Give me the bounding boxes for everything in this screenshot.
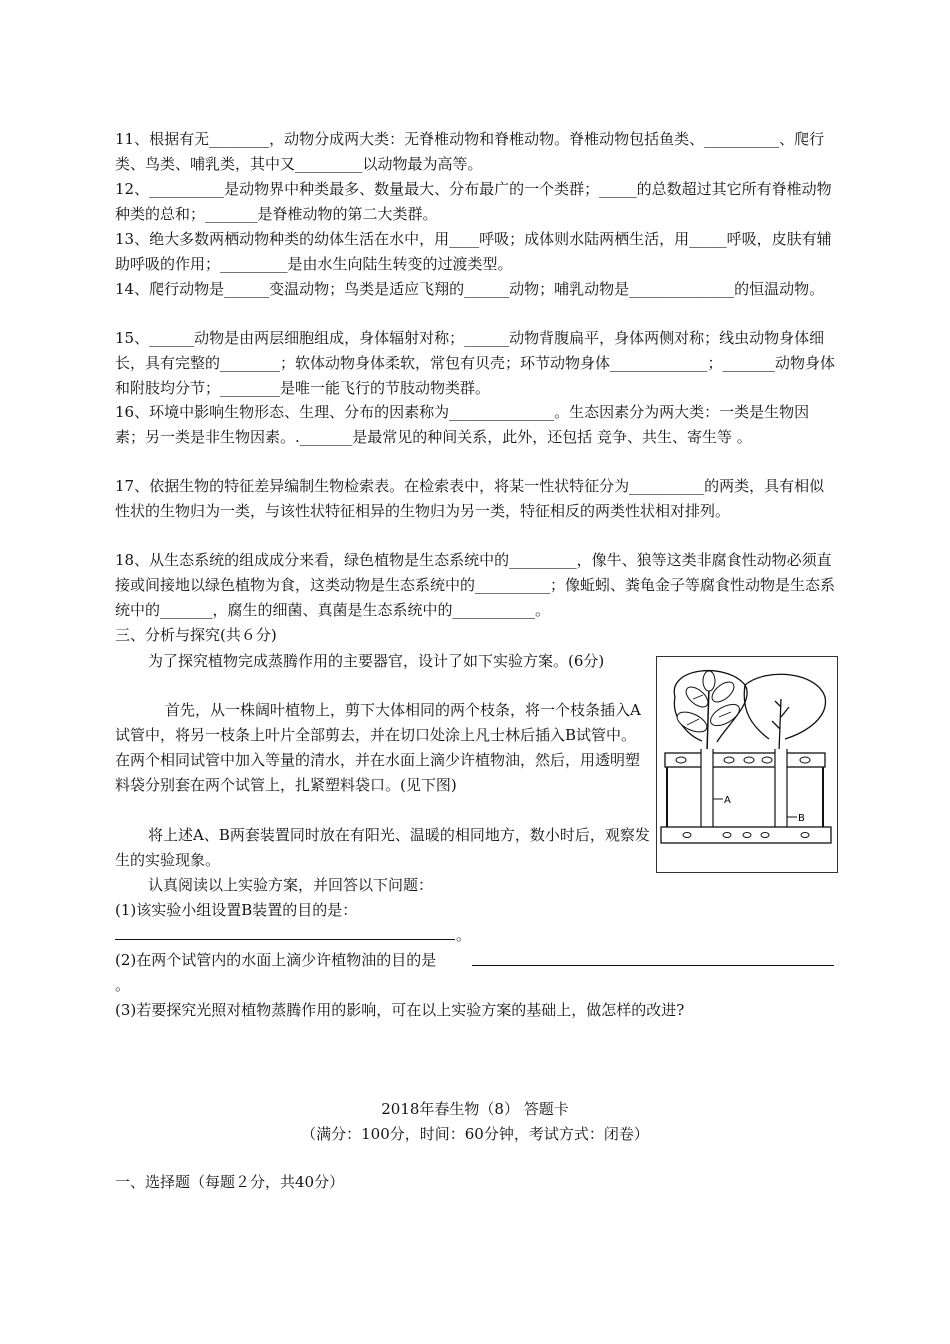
experiment-observation: 将上述A、B两套装置同时放在有阳光、温暖的相同地方，数小时后，观察发生的实验现象。 — [115, 826, 650, 869]
question-14: 14、爬行动物是______变温动物；鸟类是适应飞翔的______动物；哺乳动物是______________的恒温动物。 — [115, 280, 825, 298]
sub-question-1-end: 。 — [456, 926, 472, 944]
answer-blank-2[interactable] — [472, 965, 834, 966]
question-16: 16、环境中影响生物形态、生理、分布的因素称为______________。生态因素分为两大类：一类是生物因素；另一类是非生物因素。._______是最常见的种间关系，此外，还包括 竞争、共生、寄生等 。 — [115, 403, 810, 446]
question-15: 15、______动物是由两层细胞组成，身体辐射对称；______动物背腹扁平，身体两侧对称；线虫动物身体细长，具有完整的________；软体动物身体柔软，常包有贝壳；环节动物身体_____________；_______动物身体和附肢均分节；________是唯一能飞行的节肢动物类群。 — [115, 329, 836, 397]
question-12: 12、__________是动物界中种类最多、数量最大、分布最广的一个类群；_____的总数超过其它所有脊椎动物种类的总和；_______是脊椎动物的第二大类群。 — [115, 180, 832, 223]
figure-label-b: B — [798, 813, 805, 824]
figure-label-a: A — [724, 795, 731, 806]
experiment-intro: 为了探究植物完成蒸腾作用的主要器官，设计了如下实验方案。(6分) — [148, 652, 605, 670]
experiment-procedure: 首先，从一株阔叶植物上，剪下大体相同的两个枝条，将一个枝条插入A试管中，将另一枝条上叶片全部剪去，并在切口处涂上凡士林后插入B试管中。在两个相同试管中加入等量的清水，并在水面上滴少许植物油，然后，用透明塑料袋分别套在两个试管上，扎紧塑料袋口。(见下图) — [115, 701, 641, 794]
question-13: 13、绝大多数两栖动物种类的幼体生活在水中，用____呼吸；成体则水陆两栖生活，用_____呼吸，皮肤有辅助呼吸的作用；_________是由水生向陆生转变的过渡类型。 — [115, 230, 832, 273]
answer-card-title: 2018年春生物（8） 答题卡 — [381, 1100, 569, 1118]
sub-question-2-end: 。 — [115, 976, 131, 994]
answer-card-subtitle: （满分：100分，时间：60分钟，考试方式：闭卷） — [301, 1125, 649, 1143]
reading-instruction: 认真阅读以上实验方案，并回答以下问题： — [148, 876, 434, 894]
sub-question-2: (2)在两个试管内的水面上滴少许植物油的目的是 — [115, 951, 437, 969]
answer-card-section-1: 一、选择题（每题２分，共40分） — [115, 1173, 345, 1191]
experiment-figure — [656, 656, 838, 873]
question-18: 18、从生态系统的组成成分来看，绿色植物是生态系统中的_________，像牛、狼等这类非腐食性动物必须直接或间接地以绿色植物为食，这类动物是生态系统中的__________；像蚯蚓、粪龟金子等腐食性动物是生态系统中的_______，腐生的细菌、真菌是生态系统中的___________。 — [115, 551, 836, 619]
test-tube-rack-illustration — [657, 657, 837, 872]
question-11: 11、根据有无________，动物分成两大类：无脊椎动物和脊椎动物。脊椎动物包括鱼类、__________、爬行类、鸟类、哺乳类，其中又_________以动物最为高等。 — [115, 130, 825, 173]
section-3-title: 三、分析与探究(共６分) — [115, 626, 277, 644]
sub-question-3: (3)若要探究光照对植物蒸腾作用的影响，可在以上实验方案的基础上，做怎样的改进? — [115, 1001, 685, 1019]
question-17: 17、依据生物的特征差异编制生物检索表。在检索表中，将某一性状特征分为__________的两类，具有相似性状的生物归为一类，与该性状特征相异的生物归为另一类，特征相反的两类性状相对排列。 — [115, 477, 825, 520]
answer-blank-1[interactable] — [115, 939, 455, 940]
sub-question-1: (1)该实验小组设置B装置的目的是： — [115, 901, 358, 919]
